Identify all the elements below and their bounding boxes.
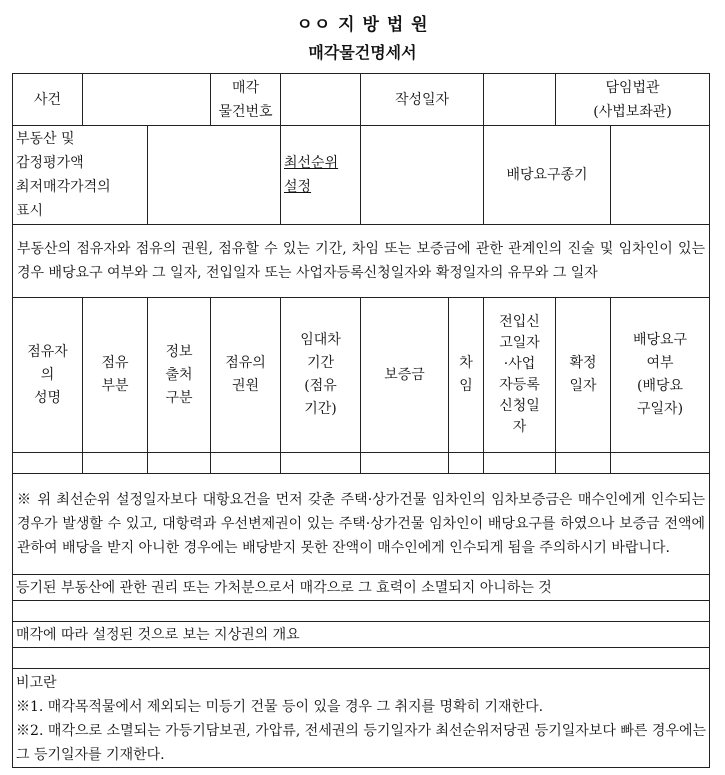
- occupant-cell[interactable]: [83, 453, 148, 474]
- surface-rights-row: [13, 622, 710, 648]
- registered-rights-label: 등기된 부동산에 관한 권리 또는 가처분으로서 매각으로 그 효력이 소멸되지 아니하는 것: [13, 575, 710, 601]
- court-name: ㅇㅇ 지 방 법 원: [296, 15, 429, 35]
- warning-note: ※ 위 최선순위 설정일자보다 대항요건을 먼저 갖춘 주택·상가건물 임차인의 임차보증금은 매수인에게 인수되는 경우가 발생할 수 있고, 대항력과 우선변제권이 있는 주택·상가건물 임차인이 배당요구를 하였으나 보증금 전액에 관하여 배당을 받지 아니한 경우에는 배당받지 못한 잔액이 매수인에게 인수되게 됨을 주의하시기 바랍니다.: [13, 474, 710, 575]
- remarks-cell: [13, 669, 710, 768]
- document-title: 매각물건명세서: [308, 43, 417, 62]
- property-row: [13, 126, 710, 225]
- judge-label: 담임법관 (사법보좌관): [556, 74, 710, 126]
- col-lease-period: 임대차 기간 (점유 기간): [281, 298, 361, 453]
- header-row: [13, 74, 710, 126]
- column-header-row: [13, 298, 710, 453]
- item-number-label: 매각 물건번호: [211, 74, 281, 126]
- col-dividend-request: 배당요구 여부 (배당요 구일자): [611, 298, 710, 453]
- dividend-deadline-value-cell[interactable]: [611, 126, 710, 225]
- occupant-cell[interactable]: [611, 453, 710, 474]
- registered-rights-row: [13, 575, 710, 601]
- col-deposit: 보증금: [361, 298, 449, 453]
- sale-item-statement-table: [12, 73, 710, 768]
- case-value-cell[interactable]: [83, 74, 211, 126]
- col-rent: 차 임: [449, 298, 484, 453]
- remarks-note-2: ※2. 매각으로 소멸되는 가등기담보권, 가압류, 전세권의 등기일자가 최선순위저당권 등기일자보다 빠른 경우에는 그 등기일자를 기재한다.: [16, 723, 707, 763]
- occupant-cell[interactable]: [13, 453, 83, 474]
- occupant-cell[interactable]: [281, 453, 361, 474]
- priority-setting-value-cell[interactable]: [361, 126, 484, 225]
- occupant-cell[interactable]: [484, 453, 556, 474]
- remarks-note-1: ※1. 매각목적물에서 제외되는 미등기 건물 등이 있을 경우 그 취지를 명확히 기재한다.: [16, 699, 544, 715]
- surface-rights-label: 매각에 따라 설정된 것으로 보는 지상권의 개요: [13, 622, 710, 648]
- col-occupant-name: 점유자 의 성명: [13, 298, 83, 453]
- occupant-cell[interactable]: [361, 453, 449, 474]
- occupant-data-row: [13, 453, 710, 474]
- col-occupancy-title: 점유의 권원: [211, 298, 281, 453]
- dividend-deadline-label: 배당요구종기: [484, 126, 611, 225]
- registered-rights-value-cell[interactable]: [13, 601, 710, 622]
- occupant-cell[interactable]: [556, 453, 611, 474]
- surface-rights-value-cell[interactable]: [13, 648, 710, 669]
- surface-rights-value-row: [13, 648, 710, 669]
- case-label: 사건: [13, 74, 83, 126]
- occupant-cell[interactable]: [148, 453, 211, 474]
- warning-row: [13, 474, 710, 575]
- property-label: 부동산 및 감정평가액 최저매각가격의 표시: [13, 126, 148, 225]
- priority-setting-label: 최선순위 설정: [284, 155, 339, 195]
- col-occupied-part: 점유 부분: [83, 298, 148, 453]
- remarks-label: 비고란: [16, 675, 57, 691]
- occupant-cell[interactable]: [211, 453, 281, 474]
- registered-rights-value-row: [13, 601, 710, 622]
- occupancy-notice-row: [13, 225, 710, 298]
- item-number-value-cell[interactable]: [281, 74, 361, 126]
- occupant-cell[interactable]: [449, 453, 484, 474]
- property-value-cell[interactable]: [148, 126, 281, 225]
- col-info-source: 정보 출처 구분: [148, 298, 211, 453]
- written-date-label: 작성일자: [361, 74, 484, 126]
- occupancy-notice: 부동산의 점유자와 점유의 권원, 점유할 수 있는 기간, 차임 또는 보증금에 관한 관계인의 진술 및 임차인이 있는 경우 배당요구 여부와 그 일자, 전입일자 또는 사업자등록신청일자와 확정일자의 유무와 그 일자: [13, 225, 710, 298]
- col-fixed-date: 확정 일자: [556, 298, 611, 453]
- col-move-in-date: 전입신 고일자 ·사업 자등록 신청일 자: [484, 298, 556, 453]
- remarks-row: [13, 669, 710, 768]
- written-date-value-cell[interactable]: [484, 74, 556, 126]
